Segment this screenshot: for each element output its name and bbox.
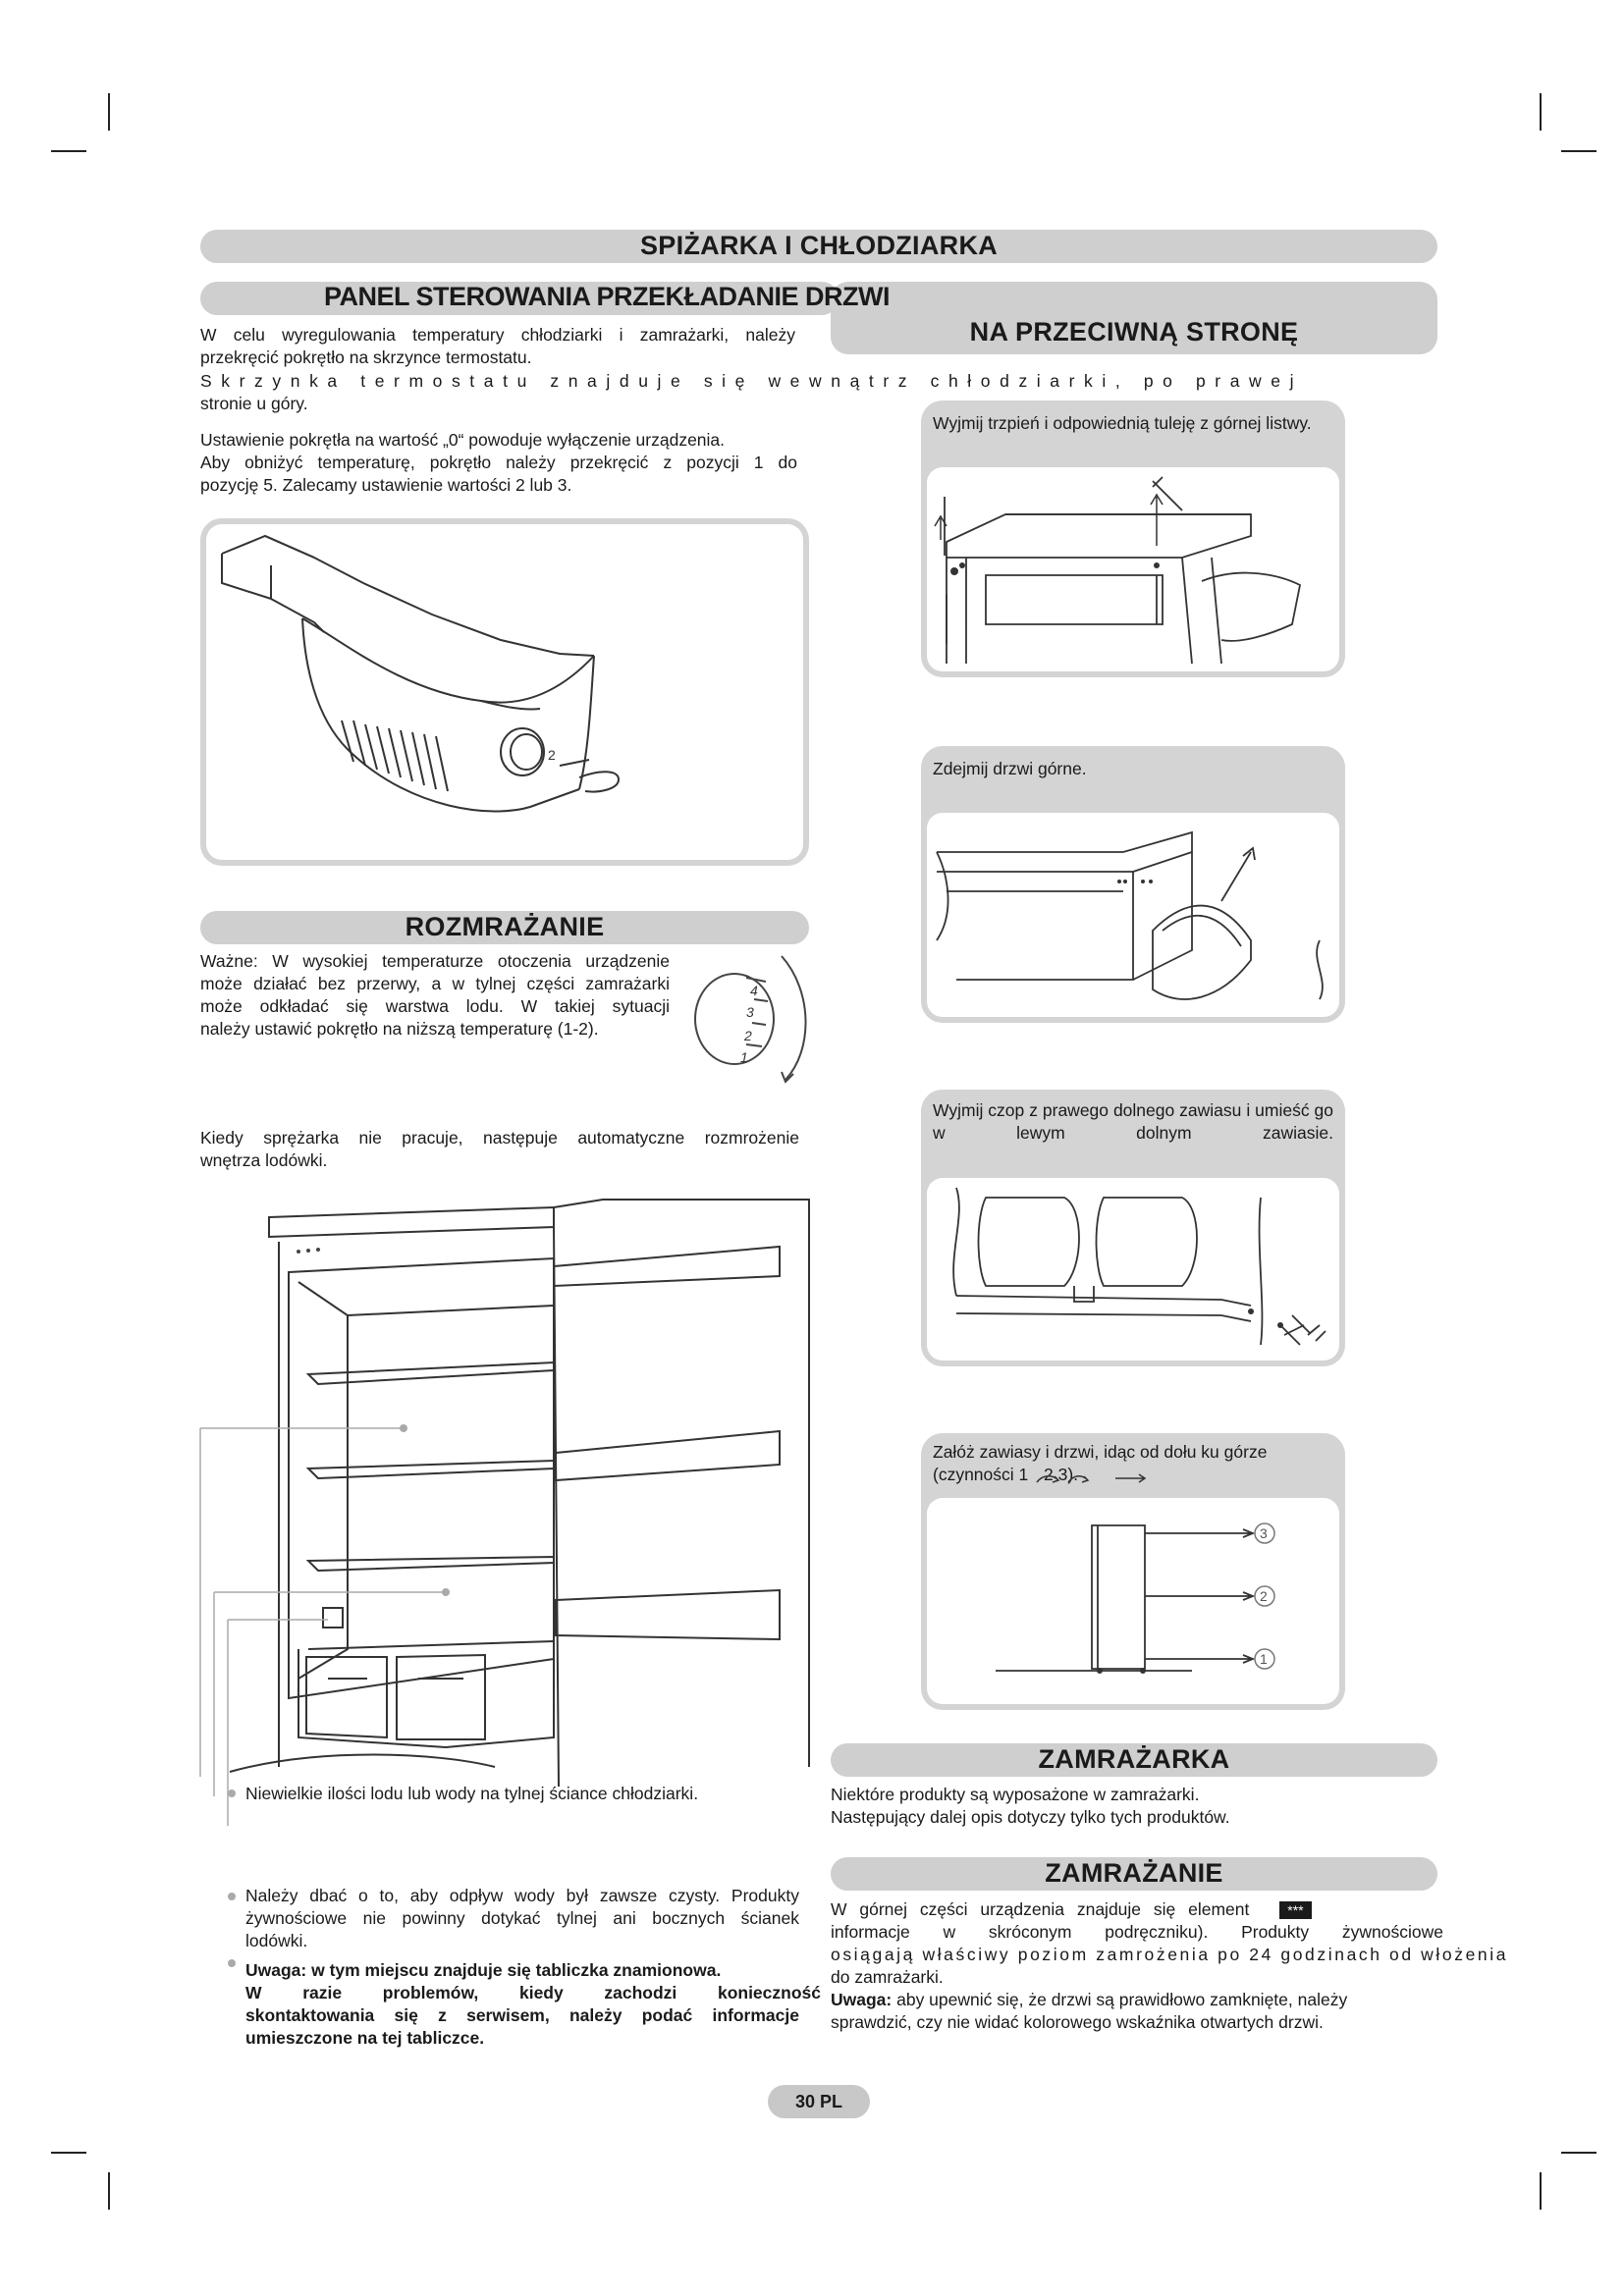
- page-number: 30 PL: [768, 2085, 870, 2118]
- note-rating-plate: [245, 1959, 821, 2050]
- dial-number: 4: [750, 983, 758, 998]
- text-line: umieszczone na tej tabliczce.: [245, 2028, 485, 2048]
- auto-defrost-text: [200, 1127, 799, 1172]
- warning-label: Uwaga:: [831, 1990, 893, 2009]
- dial-number: 1: [740, 1049, 748, 1065]
- text-line: Niektóre produkty są wyposażone w zamrażarki.: [831, 1785, 1200, 1804]
- step-label: 3: [1260, 1525, 1268, 1541]
- text-line: W górnej części urządzenia znajduje się element: [831, 1899, 1250, 1919]
- main-title: SPIŻARKA I CHŁODZIARKA: [639, 231, 999, 260]
- crop-mark: [108, 93, 110, 131]
- step-1-text: Wyjmij trzpień i odpowiednią tuleję z górnej listwy.: [933, 413, 1312, 433]
- dial-number: 2: [548, 747, 556, 763]
- text-line: skontaktowania się z serwisem, należy podać informacje: [245, 2005, 799, 2025]
- freezing-title: ZAMRAŻANIE: [1045, 1858, 1223, 1888]
- step-4-sequence-arrows: [1033, 1468, 1151, 1488]
- text-line: (czynności 1: [933, 1465, 1029, 1484]
- control-panel-para2: [200, 429, 809, 497]
- step-4-illustration: [927, 1498, 1339, 1704]
- text-line: przekręcić pokrętło na skrzynce termostatu.: [200, 347, 532, 367]
- crop-mark: [1561, 150, 1597, 152]
- text-line: lodówki.: [245, 1931, 308, 1950]
- text-line: W razie problemów, kiedy zachodzi konieczność: [245, 1983, 821, 2002]
- freezer-text: [831, 1784, 1439, 1829]
- text-line: pozycję 5. Zalecamy ustawienie wartości 2 lub 3.: [200, 475, 572, 495]
- fridge-interior-illustration: [200, 1188, 809, 1787]
- defrost-title: ROZMRAŻANIE: [405, 912, 605, 941]
- defrost-text: [200, 950, 670, 1041]
- text-line: wnętrza lodówki.: [200, 1150, 328, 1170]
- dial-diagram: [687, 942, 805, 1090]
- control-panel-text: [200, 324, 795, 369]
- step-3-text: [933, 1099, 1333, 1145]
- text-line: żywnościowe nie powinny dotykać tylnej ani bocznych ścianek: [245, 1908, 799, 1928]
- text-line: aby upewnić się, że drzwi są prawidłowo zamknięte, należy: [896, 1990, 1348, 2009]
- thermostat-illustration: [206, 524, 803, 860]
- step-2-text: Zdejmij drzwi górne.: [933, 759, 1087, 778]
- text-line: Aby obniżyć temperaturę, pokrętło należy przekręcić z pozycji 1 do: [200, 453, 797, 472]
- note-drain: [245, 1885, 799, 1952]
- text-line: Uwaga: w tym miejscu znajduje się tabliczka znamionowa.: [245, 1960, 722, 1980]
- text-line: osiągają właściwy poziom zamrożenia po 24 godzinach od włożenia: [831, 1945, 1509, 1964]
- text-line: informacje w skróconym podręczniku). Produkty żywnościowe: [831, 1922, 1443, 1942]
- text-line: sprawdzić, czy nie widać kolorowego wskaźnika otwartych drzwi.: [831, 2012, 1324, 2032]
- freezing-text: [831, 1898, 1509, 2034]
- text-line: Należy dbać o to, aby odpływ wody był zawsze czysty. Produkty: [245, 1886, 799, 1905]
- note-ice: Niewielkie ilości lodu lub wody na tylnej ściance chłodziarki.: [245, 1784, 699, 1803]
- text-line: może odkładać się warstwa lodu. W takiej sytuacji: [200, 996, 670, 1016]
- dial-number: 2: [744, 1028, 752, 1043]
- crop-mark: [108, 2172, 110, 2210]
- text-line: Kiedy sprężarka nie pracuje, następuje automatyczne rozmrożenie: [200, 1128, 799, 1148]
- text-line: do zamrażarki.: [831, 1967, 944, 1987]
- step-3-illustration: [927, 1178, 1339, 1361]
- right-section-title: NA PRZECIWNĄ STRONĘ: [969, 317, 1299, 347]
- left-section-title: PANEL STEROWANIA PRZEKŁADANIE DRZWI: [324, 282, 890, 311]
- text-line: W celu wyregulowania temperatury chłodziarki i zamrażarki, należy: [200, 325, 795, 345]
- freezer-star-icon: ***: [1279, 1901, 1311, 1919]
- step-label: 1: [1260, 1651, 1268, 1667]
- step-label: 2: [1260, 1588, 1268, 1604]
- step-1-illustration: [927, 467, 1339, 671]
- text-line: Ustawienie pokrętła na wartość „0“ powoduje wyłączenie urządzenia.: [200, 430, 726, 450]
- text-line: Załóż zawiasy i drzwi, idąc od dołu ku górze: [933, 1442, 1268, 1462]
- sequence-number: 3).: [1057, 1465, 1079, 1484]
- crop-mark: [51, 2152, 86, 2154]
- text-line-spaced: Skrzynka termostatu znajduje się wewnątrz chłodziarki, po prawej: [200, 371, 1304, 391]
- freezer-title: ZAMRAŻARKA: [1038, 1744, 1230, 1774]
- text-line: Wyjmij czop z prawego dolnego zawiasu i umieść go w lewym dolnym zawiasie.: [933, 1100, 1333, 1143]
- step-2-illustration: [927, 813, 1339, 1017]
- text-line: Następujący dalej opis dotyczy tylko tych produktów.: [831, 1807, 1230, 1827]
- text-line: stronie u góry.: [200, 394, 308, 413]
- sequence-number: 2: [1044, 1465, 1054, 1484]
- dial-number: 3: [746, 1004, 754, 1020]
- crop-mark: [1540, 93, 1542, 131]
- crop-mark: [51, 150, 86, 152]
- crop-mark: [1540, 2172, 1542, 2210]
- text-line: Ważne: W wysokiej temperaturze otoczenia urządzenie: [200, 951, 670, 971]
- text-line: należy ustawić pokrętło na niższą temperaturę (1-2).: [200, 1019, 599, 1039]
- crop-mark: [1561, 2152, 1597, 2154]
- text-line: może działać bez przerwy, a w tylnej części zamrażarki: [200, 974, 670, 993]
